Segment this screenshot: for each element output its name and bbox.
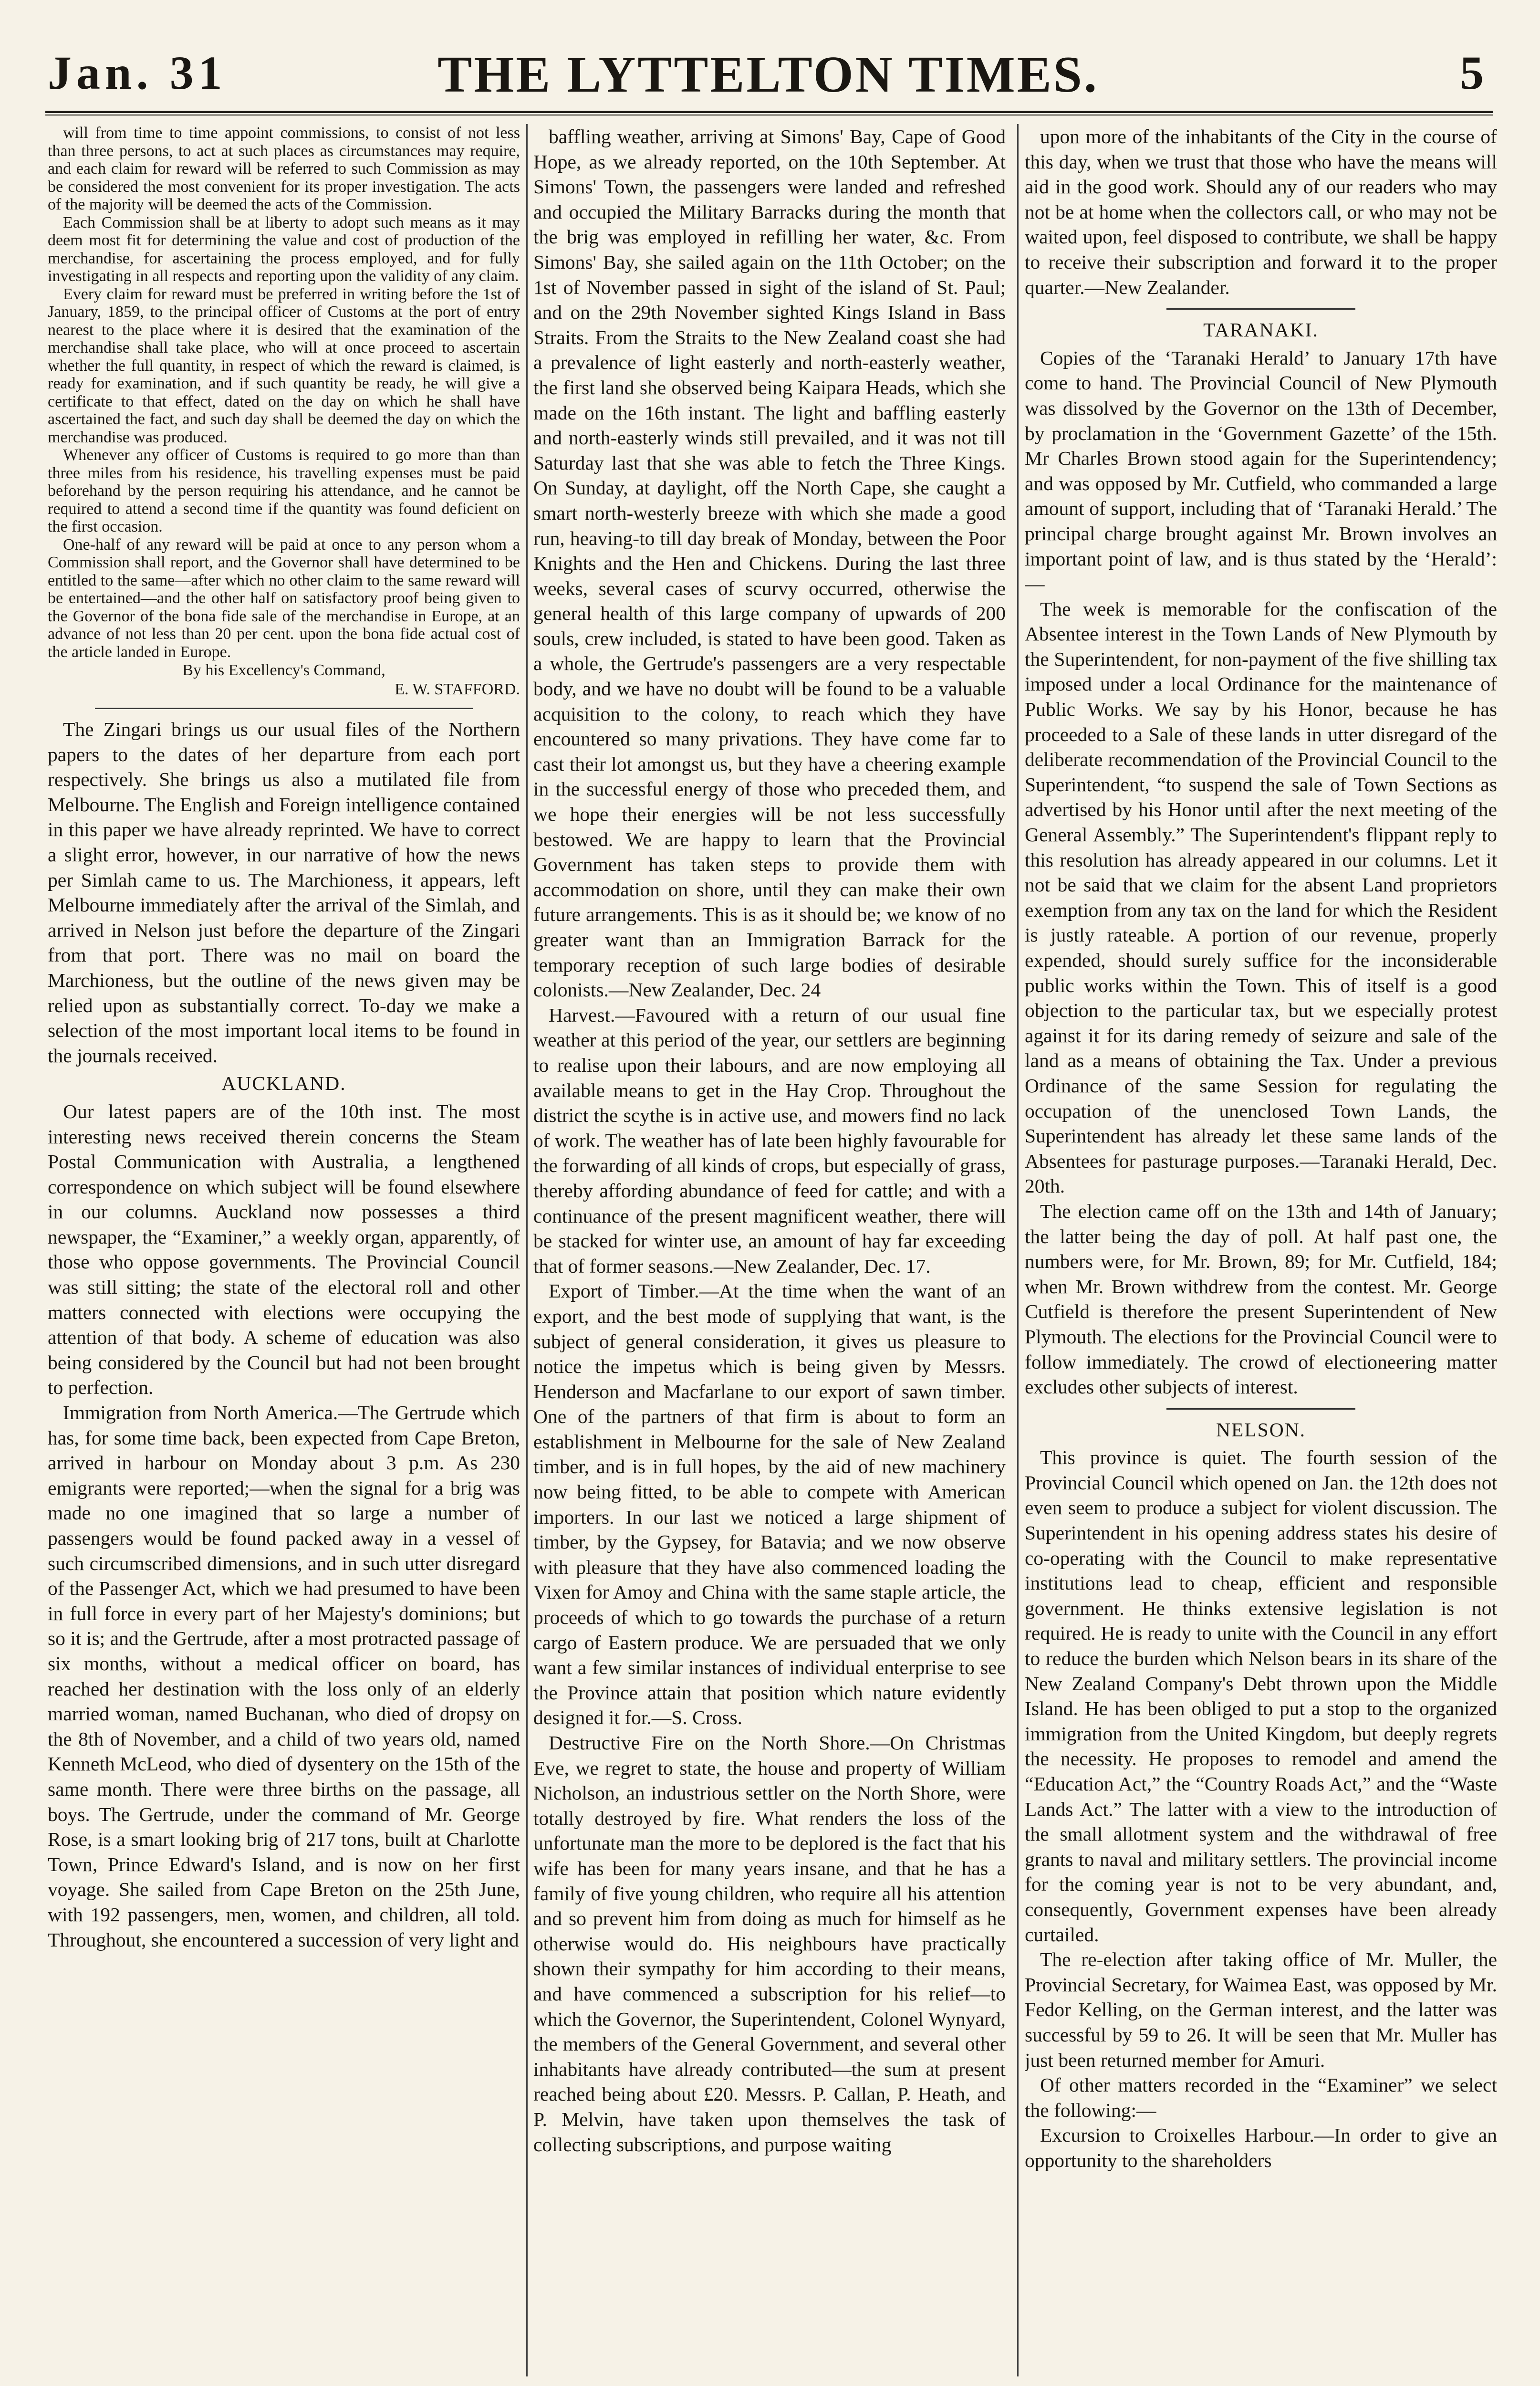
page-number: 5	[1460, 46, 1484, 99]
paragraph: Destructive Fire on the North Shore.—On Christmas Eve, we regret to state, the house and property of William Nicholson, an industrious settler on the North Shore, were totally destroyed by fire. What renders the loss of the unfortunate man the more to be deplored is the fact that his wife has been for many years insane, and that he has a family of five young children, who require all his attention and so prevent him from doing as much for himself as he otherwise would do. His neighbours have practically shown their sympathy for him according to their means, and have commenced a subscription for his relief—to which the Governor, the Superintendent, Colonel Wynyard, the members of the General Government, and several other inhabitants have already contributed—the sum at present reached being about £20. Messrs. P. Callan, P. Heath, and P. Melvin, have taken upon themselves the task of collecting subscriptions, and purpose waiting	[533, 1732, 1006, 2156]
paragraph: The re-election after taking office of Mr. Muller, the Provincial Secretary, for Waimea East, was opposed by Mr. Fedor Kelling, on the German interest, and the latter was successful by 59 to 26. It will be seen that Mr. Muller has just been returned member for Amuri.	[1025, 1948, 1497, 2071]
paragraph: Harvest.—Favoured with a return of our usual fine weather at this period of the year, our settlers are beginning to realise upon their labours, and are now employing all available means to get in the Hay Crop. Throughout the district the scythe is in active use, and mowers find no lack of work. The weather has of late been highly favourable for the forwarding of all kinds of crops, but especially of grass, thereby affording abundance of feed for cattle; and with a continuance of the present magnificent weather, there will be stacked for winter use, an amount of hay far exceeding that of former seasons.—New Zealander, Dec. 17.	[533, 1004, 1006, 1277]
header-rule	[45, 111, 1493, 113]
paragraph: will from time to time appoint commissions, to consist of not less than three persons, to act at such places as circumstances may require, and each claim for reward will be referred to such Commission as may be considered the most convenient for its proper investigation. The acts of the majority will be deemed the acts of the Commission.	[48, 124, 520, 213]
section-heading: AUCKLAND.	[221, 1072, 346, 1095]
section-rule	[1166, 1408, 1355, 1410]
newspaper-title: THE LYTTELTON TIMES.	[437, 46, 1099, 103]
paragraph: Copies of the ‘Taranaki Herald’ to January 17th have come to hand. The Provincial Council of New Plymouth was dissolved by the Governor on the 13th of December, by proclamation in the ‘Government Gazette’ of the 15th. Mr Charles Brown stood again for the Superintendency; and was opposed by Mr. Cutfield, who commanded a large amount of support, including that of ‘Taranaki Herald.’ The principal charge brought against Mr. Brown involves an important point of law, and is thus stated by the ‘Herald’:—	[1025, 346, 1497, 595]
paragraph: Of other matters recorded in the “Examiner” we select the following:—	[1025, 2074, 1497, 2121]
paragraph: The week is memorable for the confiscation of the Absentee interest in the Town Lands of New Plymouth by the Superintendent, for non-payment of the five shilling tax imposed under a local Ordinance for the maintenance of Public Works. We say by his Honor, because he has proceeded to a Sale of these lands in utter disregard of the deliberate recommendation of the Provincial Council to the Superintendent, “to suspend the sale of Town Sections as advertised by his Honor until after the next meeting of the General Assembly.” The Superintendent's flippant reply to this resolution has already appeared in our columns. Let it not be said that we claim for the absent Land proprietors exemption from any tax on the land for which the Resident is justly rateable. A portion of our revenue, properly expended, should surely suffice for the inconsiderable public works within the Town. This of itself is a good objection to the particular tax, but we especially protest against it for its daring remedy of seizure and sale of the land as a means of obtaining the Tax. Under a previous Ordinance of the same Session for regulating the occupation of the unenclosed Town Lands, the Superintendent has already let these same lands of the Absentees for pasturage purposes.—Taranaki Herald, Dec. 20th.	[1025, 597, 1497, 1197]
masthead	[43, 45, 1493, 117]
paragraph: Whenever any officer of Customs is required to go more than than three miles from his residence, his travelling expenses must be paid beforehand by the person requiring his attendance, and he cannot be required to attend a second time if the quantity was found deficient on the first occasion.	[48, 446, 520, 535]
paragraph: E. W. STAFFORD.	[395, 680, 520, 698]
paragraph: Each Commission shall be at liberty to adopt such means as it may deem most fit for determining the value and cost of production of the merchandise, for ascertaining the process employed, and for fully investigating in all respects and reporting upon the validity of any claim.	[48, 213, 520, 285]
section-heading: TARANAKI.	[1203, 319, 1319, 341]
column-1	[48, 124, 520, 2386]
paragraph: By his Excellency's Command,	[182, 661, 385, 679]
paragraph: Export of Timber.—At the time when the want of an export, and the best mode of supplying that want, is the subject of general consideration, it gives us pleasure to notice the impetus which is being given by Messrs. Henderson and Macfarlane to our export of sawn timber. One of the partners of that firm is about to form an establishment in Melbourne for the sale of New Zealand timber, and is in full hopes, by the aid of new machinery now being fitted, to be able to compete with American importers. In our last we noticed a large shipment of timber, by the Gypsey, for Batavia; and we now observe with pleasure that they have also commenced loading the Vixen for Amoy and China with the same staple article, the proceeds of which to go towards the purchase of a return cargo of Eastern produce. We are persuaded that we only want a few similar instances of individual enterprise to see the Province attain that position which nature evidently designed it for.—S. Cross.	[533, 1280, 1006, 1729]
column-divider	[1017, 124, 1019, 2376]
paragraph: Excursion to Croixelles Harbour.—In order to give an opportunity to the shareholders	[1025, 2124, 1497, 2171]
paragraph: One-half of any reward will be paid at once to any person whom a Commission shall report, and the Governor shall have determined to be entitled to the same—after which no other claim to the same reward will be entertained—and the other half on satisfactory proof being given to the Governor of the bona fide sale of the merchandise in Europe, at an advance of not less than 20 per cent. upon the bona fide actual cost of the article landed in Europe.	[48, 535, 520, 661]
issue-date: Jan. 31	[48, 46, 227, 99]
paragraph: upon more of the inhabitants of the City in the course of this day, when we trust that those who have the means will aid in the good work. Should any of our readers who may not be at home when the collectors call, or who may not be waited upon, feel disposed to contribute, we shall be happy to receive their subscription and forward it to the proper quarter.—New Zealander.	[1025, 126, 1497, 298]
section-rule	[1166, 308, 1355, 310]
paragraph: Immigration from North America.—The Gertrude which has, for some time back, been expected from Cape Breton, arrived in harbour on Monday about 3 p.m. As 230 emigrants were reported;—when the signal for a brig was made no one imagined that so large a number of passengers would be found packed away in a vessel of such circumscribed dimensions, and in such utter disregard of the Passenger Act, which we had presumed to have been in full force in every part of her Majesty's dominions; but so it is; and the Gertrude, after a most protracted passage of six months, without a medical officer on board, has reached her destination with the loss only of an elderly married woman, named Buchanan, who died of dropsy on the 8th of November, and a child of two years old, named Kenneth McLeod, who died of dysentery on the 15th of the same month. There were three births on the passage, all boys. The Gertrude, under the command of Mr. George Rose, is a smart looking brig of 217 tons, built at Charlotte Town, Prince Edward's Island, and is now on her first voyage. She sailed from Cape Breton on the 25th June, with 192 passengers, men, women, and children, all told. Throughout, she encountered a succession of very light and	[48, 1402, 520, 1951]
column-divider	[526, 124, 528, 2376]
column-2	[533, 124, 1006, 2386]
column-3	[1025, 124, 1497, 2386]
paragraph: Our latest papers are of the 10th inst. The most interesting news received therein concerns the Steam Postal Communication with Australia, a lengthened correspondence on which subject will be found elsewhere in our columns. Auckland now possesses a third newspaper, the “Examiner,” a weekly organ, apparently, of those who oppose governments. The Provincial Council was still sitting; the state of the electoral roll and other matters connected with elections were occupying the attention of that body. A scheme of education was also being considered by the Council but had not been brought to perfection.	[48, 1100, 520, 1399]
paragraph: The Zingari brings us our usual files of the Northern papers to the dates of her departure from each port respectively. She brings us also a mutilated file from Melbourne. The English and Foreign intelligence contained in this paper we have already reprinted. We have to correct a slight error, however, in our narrative of how the news per Simlah came to us. The Marchioness, it appears, left Melbourne immediately after the arrival of the Simlah, and arrived in Nelson just before the departure of the Zingari from that port. There was no mail on board the Marchioness, but the outline of the news given may be relied upon as substantially correct. To-day we make a selection of the most important local items to be found in the journals received.	[48, 718, 520, 1067]
paragraph: This province is quiet. The fourth session of the Provincial Council which opened on Jan. the 12th does not even seem to produce a subject for violent discussion. The Superintendent in his opening address states his desire of co-operating with the Council to make representative institutions lead to cheap, efficient and responsible government. He thinks extensive legislation is not required. He is ready to unite with the Council in any effort to reduce the burden which Nelson bears in its share of the New Zealand Company's Debt thrown upon the Middle Island. He has been obliged to put a stop to the organized immigration from the United Kingdom, but deeply regrets the necessity. He proposes to remodel and amend the “Education Act,” the “Country Roads Act,” and the “Waste Lands Act.” The latter with a view to the introduction of the small allotment system and the withdrawal of free grants to naval and military settlers. The provincial income for the coming year is not to be very abundant, and, consequently, Government expenses have been already curtailed.	[1025, 1446, 1497, 1946]
section-heading: NELSON.	[1216, 1418, 1306, 1441]
paragraph: The election came off on the 13th and 14th of January; the latter being the day of poll. At half past one, the numbers were, for Mr. Brown, 89; for Mr. Cutfield, 184; when Mr. Brown withdrew from the contest. Mr. George Cutfield is therefore the present Superintendent of New Plymouth. The elections for the Provincial Council were to follow immediately. The crowd of electioneering matter excludes other subjects of interest.	[1025, 1200, 1497, 1398]
paragraph: baffling weather, arriving at Simons' Bay, Cape of Good Hope, as we already reported, on the 10th September. At Simons' Town, the passengers were landed and refreshed and occupied the Military Barracks during the month that the brig was employed in refilling her water, &c. From Simons' Bay, she sailed again on the 11th October; on the 1st of November passed in sight of the island of St. Paul; and on the 29th November sighted Kings Island in Bass Straits. From the Straits to the New Zealand coast she had a prevalence of light easterly and north-easterly weather, the first land she observed being Kaipara Heads, which she made on the 16th instant. The light and baffling easterly and north-easterly winds still prevailed, and it was not till Saturday last that she was able to fetch the Three Kings. On Sunday, at daylight, off the North Cape, she caught a smart north-westerly breeze with which she made a good run, heaving-to till day break of Monday, between the Poor Knights and the Hen and Chickens. During the last three weeks, several cases of scurvy occurred, otherwise the general health of this large company of upwards of 200 souls, crew included, is stated to have been good. Taken as a whole, the Gertrude's passengers are a very respectable body, and we have no doubt will be found to be a valuable acquisition to the colony, to reach which they have encountered so many privations. They have come far to cast their lot amongst us, but they have a cheering example in the successful energy of those who preceded them, and we hope their energies will be not less successfully bestowed. We are happy to learn that the Provincial Government has taken steps to provide them with accommodation on shore, until they can make their own future arrangements. This is as it should be; we know of no greater want than an Immigration Barrack for the temporary reception of such large bodies of desirable colonists.—New Zealander, Dec. 24	[533, 126, 1006, 1001]
section-rule	[95, 708, 473, 709]
paragraph: Every claim for reward must be preferred in writing before the 1st of January, 1859, to the principal officer of Customs at the port of entry nearest to the place where it is desired that the examination of the merchandise shall take place, who will at once proceed to ascertain whether the full quantity, in respect of which the reward is claimed, is ready for examination, and if such quantity be ready, he will give a certificate to that effect, dated on the day on which he shall have ascertained the fact, and such day shall be deemed the day on which the merchandise was produced.	[48, 285, 520, 446]
